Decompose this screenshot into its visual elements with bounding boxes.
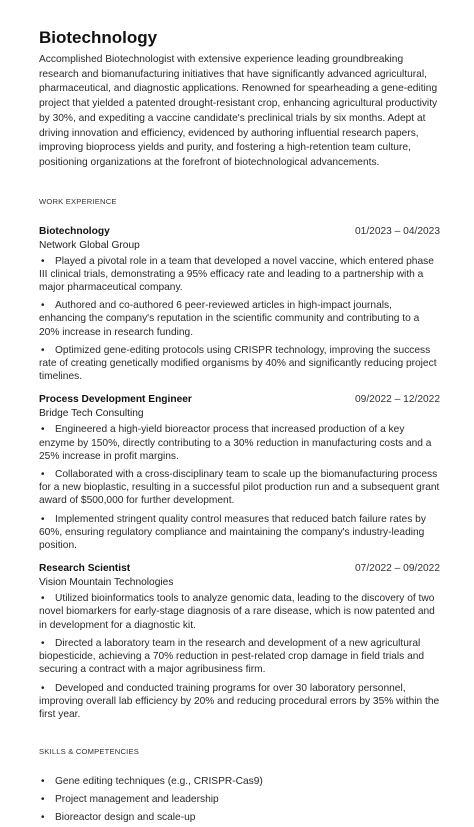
job-bullet: • Directed a laboratory team in the research and development of a new agricultural biopesticide, achieving a 70% reduction in pest-related crop damage in field trials and securing a contract with a major agribusiness firm.	[39, 637, 440, 677]
job-header	[39, 225, 440, 239]
skill-item: • Project management and leadership	[39, 791, 440, 809]
work-experience-list	[39, 225, 440, 721]
professional-summary: Accomplished Biotechnologist with extensive experience leading groundbreaking research and biomanufacturing initiatives that have significantly advanced agricultural, pharmaceutical, and diagnostic applications. Renowned for spearheading a gene-editing project that yielded a patented drought-resistant crop, enhancing agricultural productivity by 30%, and expediting a vaccine candidate's preclinical trials by six months. Adept at driving innovation and efficiency, evidenced by authoring influential research papers, improving bioprocess yields and purity, and fostering a high-retention team culture, positioning organizations at the forefront of biotechnological advancements.	[39, 54, 438, 168]
resume-name: Biotechnology	[39, 28, 158, 47]
job-entry	[39, 225, 440, 384]
work-experience-heading: WORK EXPERIENCE	[39, 196, 117, 206]
job-title: Process Development Engineer	[39, 394, 192, 406]
job-dates: 09/2022 – 12/2022	[355, 394, 440, 406]
job-bullet: • Engineered a high-yield bioreactor process that increased production of a key enzyme by 150%, directly contributing to a 30% reduction in manufacturing costs and a 25% increase in profit margins.	[39, 423, 440, 463]
job-bullet: • Optimized gene-editing protocols using CRISPR technology, improving the success rate of creating genetically modified organisms by 40% and significantly reducing project timelines.	[39, 344, 440, 384]
job-company: Network Global Group	[39, 239, 140, 251]
job-company: Vision Mountain Technologies	[39, 577, 174, 589]
job-bullet: • Utilized bioinformatics tools to analyze genomic data, leading to the discovery of two novel biomarkers for early-stage diagnosis of a rare disease, which is now patented and in development for a diagnostic kit.	[39, 592, 440, 632]
job-bullets	[39, 255, 440, 384]
job-bullet: • Played a pivotal role in a team that developed a novel vaccine, which entered phase III clinical trials, demonstrating a 95% efficacy rate and leading to a partnership with a major pharmaceutical company.	[39, 255, 440, 295]
job-title: Biotechnology	[39, 225, 110, 237]
job-title: Research Scientist	[39, 563, 131, 575]
job-bullets	[39, 592, 440, 721]
skills-heading: SKILLS & COMPETENCIES	[39, 747, 139, 757]
job-bullet: • Authored and co-authored 6 peer-reviewed articles in high-impact journals, enhancing the company's reputation in the scientific community and contributing to a 20% increase in research funding.	[39, 299, 440, 339]
job-bullets	[39, 423, 440, 552]
job-header	[39, 562, 440, 576]
skill-item: • Gene editing techniques (e.g., CRISPR-Cas9)	[39, 773, 440, 791]
skills-list	[39, 773, 440, 827]
job-entry	[39, 393, 440, 552]
job-bullet: • Collaborated with a cross-disciplinary team to scale up the biomanufacturing process for a new bioplastic, resulting in a successful pilot production run and a subsequent grant award of $500,000 for further development.	[39, 468, 440, 508]
job-dates: 07/2022 – 09/2022	[355, 563, 440, 575]
job-bullet: • Developed and conducted training programs for over 30 laboratory personnel, improving overall lab efficiency by 20% and reducing procedural errors by 35% within the first year.	[39, 682, 440, 722]
job-entry	[39, 562, 440, 721]
job-bullet: • Implemented stringent quality control measures that reduced batch failure rates by 60%, ensuring regulatory compliance and maintaining the company's industry-leading position.	[39, 513, 440, 553]
job-dates: 01/2023 – 04/2023	[355, 225, 440, 237]
skill-item: • Bioreactor design and scale-up	[39, 809, 440, 827]
job-company: Bridge Tech Consulting	[39, 408, 144, 420]
job-header	[39, 393, 440, 407]
